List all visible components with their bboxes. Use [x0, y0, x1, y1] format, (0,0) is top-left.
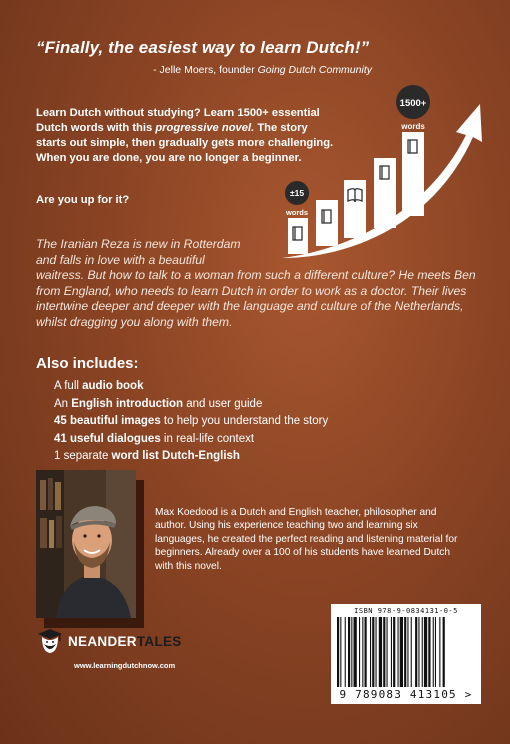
isbn-label: ISBN 978-9-0834131-0-5 — [354, 607, 458, 615]
barcode-bar — [351, 617, 352, 687]
barcode-bar — [404, 617, 406, 687]
barcode-bar — [383, 617, 385, 687]
barcode-bar — [433, 617, 434, 687]
barcode-bar — [439, 617, 440, 687]
also-includes-heading: Also includes: — [36, 355, 139, 372]
publisher-logo — [36, 628, 182, 654]
item-bold: English introduction — [71, 397, 184, 410]
step-bar-4 — [374, 158, 396, 228]
barcode-bar — [400, 617, 403, 687]
intro-text-2: The story starts out simple, then gradually gets more challenging. When you are done, you are no longer a beginner. — [36, 122, 334, 164]
item-text: and user guide — [183, 397, 263, 410]
start-words-label: words — [285, 208, 309, 217]
synopsis-rest: waitress. But how to talk to a woman from such a different culture? He meets Ben from England, who needs to learn Dutch in order to work as a doctor. Their lives intertwine deeper and deeper with the language and culture of the Netherlands, whilst dragging you along with them. — [36, 268, 476, 329]
barcode-bar — [348, 617, 350, 687]
barcode-bar — [415, 617, 417, 687]
barcode-bar — [379, 617, 382, 687]
item-text: to help you understand the story — [160, 415, 329, 428]
author-bio: Max Koedood is a Dutch and English teacher, philosopher and author. Using his experience teaching two and learning six languages, he created the perfect reading and listening material for beginners. Already over a 100 of his students have learned Dutch with this novel. — [155, 507, 458, 572]
barcode-bar — [391, 617, 392, 687]
barcode-bar — [370, 617, 371, 687]
list-item — [54, 448, 328, 466]
barcode-bar — [407, 617, 408, 687]
attribution-name: - Jelle Moers, founder — [153, 64, 258, 76]
attribution-org: Going Dutch Community — [257, 64, 372, 76]
end-words-label: words — [401, 122, 425, 131]
barcode-bar — [387, 617, 388, 687]
end-badge-label: 1500+ — [399, 98, 427, 109]
barcode-bar — [359, 617, 360, 687]
item-text: A full — [54, 380, 83, 392]
item-text: 1 separate — [54, 450, 112, 463]
barcode-bar — [340, 617, 341, 687]
barcode-bar — [354, 617, 357, 687]
barcode-bar — [345, 617, 346, 687]
neanderthal-icon — [36, 628, 64, 654]
isbn-barcode — [331, 604, 481, 704]
features-list — [54, 378, 328, 466]
item-bold: 45 beautiful images — [54, 415, 161, 428]
publisher-name-part1: NEANDER — [68, 633, 137, 649]
barcode-bar — [443, 617, 445, 687]
list-item — [54, 431, 328, 449]
synopsis — [36, 237, 476, 331]
author-photo — [36, 470, 136, 618]
barcode-bar — [337, 617, 339, 687]
barcode-bar — [428, 617, 430, 687]
synopsis-line-1: The Iranian Reza is new in Rotterdam — [36, 237, 241, 251]
step-bar-5 — [402, 132, 424, 216]
barcode-bar — [398, 617, 399, 687]
item-bold: audio book — [82, 380, 144, 392]
start-badge-label: ±15 — [289, 188, 305, 198]
list-item — [54, 413, 328, 431]
barcode-bar — [376, 617, 377, 687]
intro-text-1: Learn Dutch without studying? Learn 1500+ essential Dutch words with this — [36, 107, 320, 134]
publisher-name — [68, 634, 182, 649]
item-bold: word list Dutch-English — [111, 450, 240, 463]
barcode-bar — [372, 617, 374, 687]
barcode-bar — [424, 617, 427, 687]
barcode-bar — [362, 617, 363, 687]
synopsis-line-2: and falls in love with a beautiful — [36, 252, 205, 267]
barcode-bars — [337, 617, 475, 687]
barcode-bar — [365, 617, 367, 687]
barcode-bar — [418, 617, 419, 687]
item-bold: 41 useful dialogues — [54, 432, 161, 445]
intro-italic: progressive novel. — [155, 122, 255, 134]
publisher-name-part2: TALES — [136, 633, 182, 649]
barcode-bar — [411, 617, 412, 687]
website-url[interactable]: www.learningdutchnow.com — [74, 661, 176, 670]
barcode-bar — [393, 617, 395, 687]
quote-attribution — [36, 64, 372, 76]
item-text: An — [54, 397, 72, 410]
call-to-action: Are you up for it? — [36, 194, 130, 206]
item-text: in real-life context — [160, 432, 255, 445]
list-item — [54, 378, 328, 396]
quote-headline: “Finally, the easiest way to learn Dutch!” — [36, 38, 370, 57]
barcode-bar — [422, 617, 423, 687]
list-item — [54, 396, 328, 414]
barcode-bar — [435, 617, 436, 687]
step-bar-3 — [344, 180, 366, 238]
ean-number: 9 789083 413105 > — [339, 688, 473, 701]
